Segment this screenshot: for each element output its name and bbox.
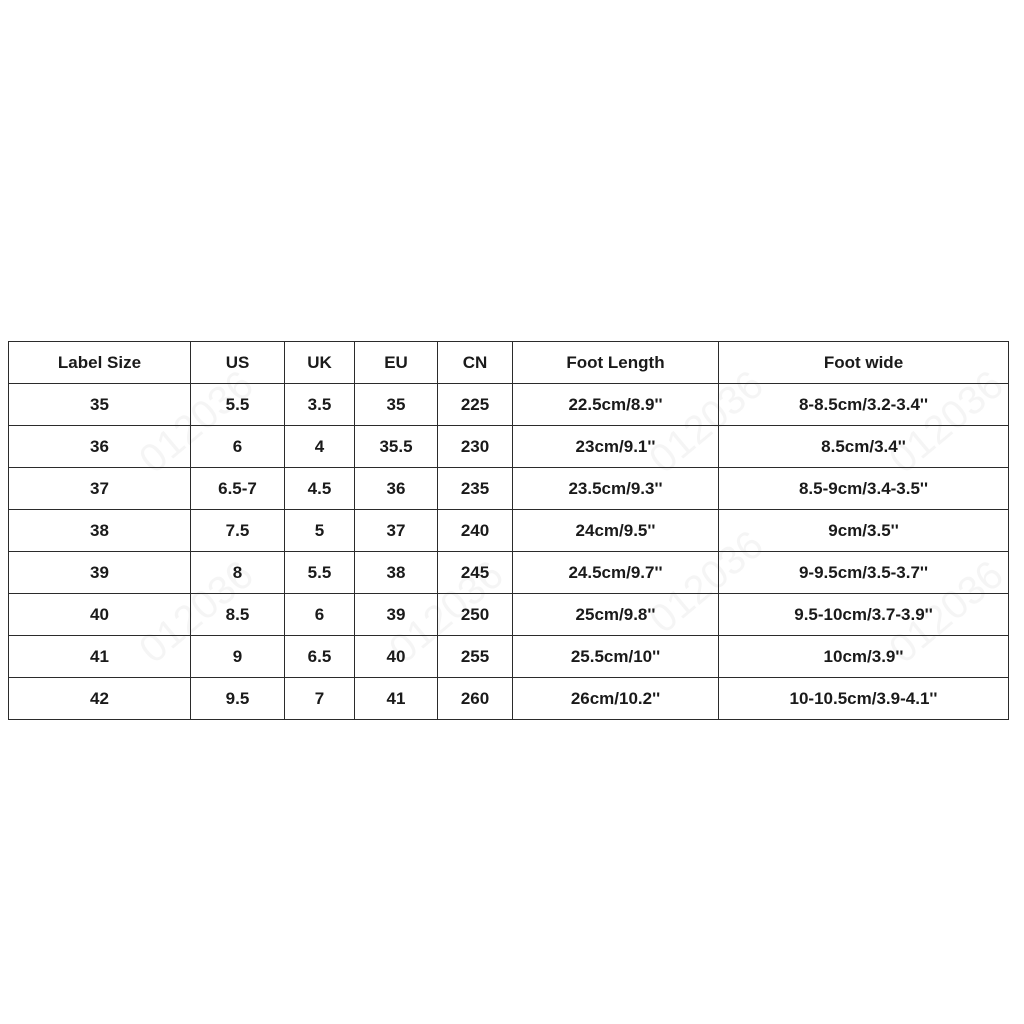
table-row <box>9 594 1009 636</box>
cell-label-size: 35 <box>9 384 191 426</box>
cell-cn: 225 <box>438 384 513 426</box>
cell-us: 7.5 <box>191 510 285 552</box>
cell-eu: 41 <box>355 678 438 720</box>
cell-foot-wide: 9-9.5cm/3.5-3.7'' <box>719 552 1009 594</box>
cell-foot-wide: 10cm/3.9'' <box>719 636 1009 678</box>
cell-us: 6 <box>191 426 285 468</box>
cell-foot-wide: 8.5-9cm/3.4-3.5'' <box>719 468 1009 510</box>
cell-eu: 35.5 <box>355 426 438 468</box>
table-row <box>9 552 1009 594</box>
cell-label-size: 39 <box>9 552 191 594</box>
cell-label-size: 40 <box>9 594 191 636</box>
cell-foot-length: 23.5cm/9.3'' <box>513 468 719 510</box>
cell-label-size: 38 <box>9 510 191 552</box>
header-foot-length: Foot Length <box>513 342 719 384</box>
cell-foot-wide: 8-8.5cm/3.2-3.4'' <box>719 384 1009 426</box>
cell-foot-wide: 9.5-10cm/3.7-3.9'' <box>719 594 1009 636</box>
cell-uk: 3.5 <box>285 384 355 426</box>
cell-uk: 4.5 <box>285 468 355 510</box>
header-row <box>9 342 1009 384</box>
cell-eu: 37 <box>355 510 438 552</box>
header-foot-wide: Foot wide <box>719 342 1009 384</box>
cell-cn: 245 <box>438 552 513 594</box>
cell-cn: 255 <box>438 636 513 678</box>
cell-label-size: 42 <box>9 678 191 720</box>
table-row <box>9 678 1009 720</box>
header-uk: UK <box>285 342 355 384</box>
cell-uk: 5.5 <box>285 552 355 594</box>
cell-us: 9 <box>191 636 285 678</box>
cell-uk: 7 <box>285 678 355 720</box>
cell-uk: 6 <box>285 594 355 636</box>
cell-cn: 240 <box>438 510 513 552</box>
cell-uk: 6.5 <box>285 636 355 678</box>
cell-foot-length: 22.5cm/8.9'' <box>513 384 719 426</box>
cell-foot-length: 25.5cm/10'' <box>513 636 719 678</box>
size-chart-table <box>8 341 1009 720</box>
cell-cn: 250 <box>438 594 513 636</box>
cell-foot-length: 24.5cm/9.7'' <box>513 552 719 594</box>
cell-foot-length: 23cm/9.1'' <box>513 426 719 468</box>
header-cn: CN <box>438 342 513 384</box>
cell-eu: 36 <box>355 468 438 510</box>
cell-cn: 235 <box>438 468 513 510</box>
table-row <box>9 468 1009 510</box>
header-us: US <box>191 342 285 384</box>
cell-label-size: 36 <box>9 426 191 468</box>
cell-us: 6.5-7 <box>191 468 285 510</box>
cell-foot-length: 24cm/9.5'' <box>513 510 719 552</box>
cell-foot-wide: 8.5cm/3.4'' <box>719 426 1009 468</box>
cell-cn: 260 <box>438 678 513 720</box>
cell-foot-wide: 9cm/3.5'' <box>719 510 1009 552</box>
cell-foot-length: 25cm/9.8'' <box>513 594 719 636</box>
cell-uk: 4 <box>285 426 355 468</box>
cell-eu: 35 <box>355 384 438 426</box>
cell-eu: 38 <box>355 552 438 594</box>
cell-us: 9.5 <box>191 678 285 720</box>
cell-us: 8 <box>191 552 285 594</box>
cell-label-size: 41 <box>9 636 191 678</box>
table-row <box>9 510 1009 552</box>
cell-us: 8.5 <box>191 594 285 636</box>
header-label-size: Label Size <box>9 342 191 384</box>
cell-foot-length: 26cm/10.2'' <box>513 678 719 720</box>
table-row <box>9 426 1009 468</box>
cell-eu: 40 <box>355 636 438 678</box>
table-row <box>9 636 1009 678</box>
cell-eu: 39 <box>355 594 438 636</box>
table-row <box>9 384 1009 426</box>
cell-label-size: 37 <box>9 468 191 510</box>
cell-cn: 230 <box>438 426 513 468</box>
cell-foot-wide: 10-10.5cm/3.9-4.1'' <box>719 678 1009 720</box>
cell-uk: 5 <box>285 510 355 552</box>
cell-us: 5.5 <box>191 384 285 426</box>
header-eu: EU <box>355 342 438 384</box>
